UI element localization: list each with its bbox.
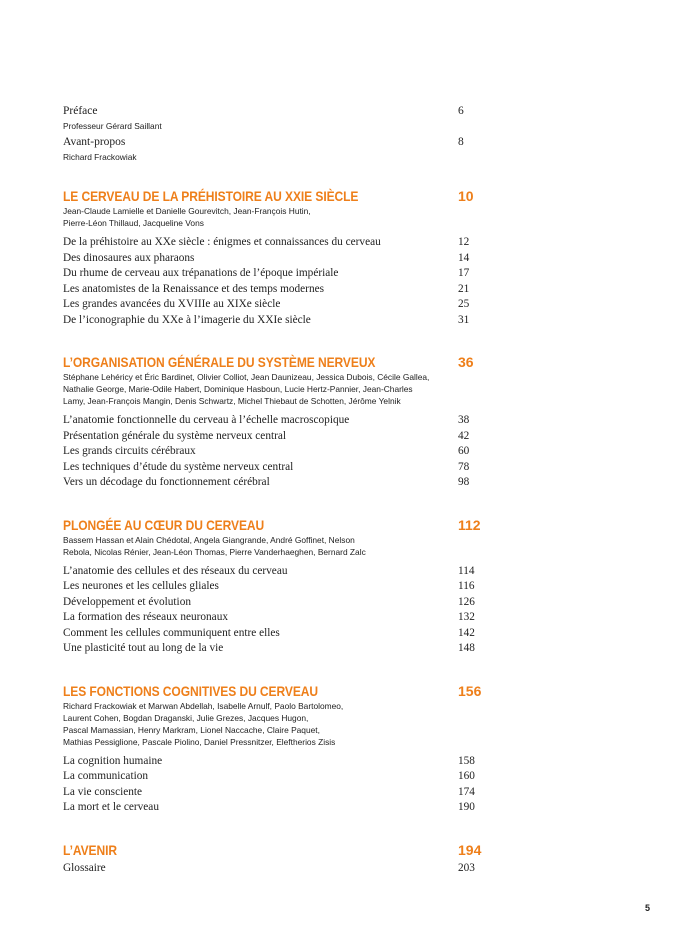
toc-item[interactable]: [63, 641, 483, 657]
authors-line: Laurent Cohen, Bogdan Draganski, Julie Grezes, Jacques Hugon,: [63, 712, 309, 723]
item-page-number: 116: [458, 580, 475, 592]
section-title[interactable]: LES FONCTIONS COGNITIVES DU CERVEAU: [63, 682, 318, 699]
authors-line: Stéphane Lehéricy et Éric Bardinet, Olivier Colliot, Jean Daunizeau, Jessica Dubois, Cécile Gallea,: [63, 372, 430, 382]
authors-line: Bassem Hassan et Alain Chédotal, Angela Giangrande, André Goffinet, Nelson: [63, 534, 355, 545]
section-items: [63, 754, 483, 816]
item-title: La cognition humaine: [63, 754, 163, 767]
toc-item[interactable]: [63, 595, 483, 611]
section-title[interactable]: L’AVENIR: [63, 841, 117, 858]
item-page-number: 78: [458, 460, 470, 473]
toc-item[interactable]: [63, 579, 483, 595]
item-title: La mort et le cerveau: [63, 801, 159, 813]
section-title[interactable]: LE CERVEAU DE LA PRÉHISTOIRE AU XXIE SIÈCLE: [63, 188, 359, 204]
item-page-number: 114: [458, 564, 475, 577]
item-page-number: 203: [458, 861, 475, 874]
item-page-number: 160: [458, 770, 475, 782]
item-page-number: 158: [458, 754, 475, 767]
toc-item[interactable]: [63, 413, 483, 429]
section-items: [63, 235, 483, 328]
section-authors: [63, 205, 483, 229]
toc-item[interactable]: [63, 444, 483, 460]
authors-line: Mathias Pessiglione, Pascale Piolino, Daniel Pressnitzer, Eleftherios Zisis: [63, 736, 336, 747]
authors-line: Lamy, Jean-François Mangin, Denis Schwartz, Michel Thiebaut de Schotten, Jérôme Yelnik: [63, 396, 401, 406]
entry-author: Richard Frackowiak: [63, 151, 137, 162]
item-title: De l’iconographie du XXe à l’imagerie du XXIe siècle: [63, 313, 311, 326]
item-page-number: 60: [458, 445, 470, 457]
item-page-number: 25: [458, 298, 470, 310]
entry-author: Professeur Gérard Saillant: [63, 120, 162, 131]
toc-item[interactable]: [63, 754, 483, 770]
toc-item[interactable]: [63, 297, 483, 313]
item-title: Les grandes avancées du XVIIIe au XIXe siècle: [63, 298, 281, 310]
authors-line: Jean-Claude Lamielle et Danielle Gourevitch, Jean-François Hutin,: [63, 206, 311, 216]
entry-title: Avant-propos: [63, 136, 126, 148]
section-authors: [63, 371, 483, 407]
item-page-number: 12: [458, 236, 470, 248]
entry-page-number: 6: [458, 105, 464, 117]
item-title: Des dinosaures aux pharaons: [63, 251, 195, 264]
table-of-contents: [63, 104, 483, 876]
toc-item[interactable]: [63, 282, 483, 298]
item-title: L’anatomie fonctionnelle du cerveau à l’échelle macroscopique: [63, 414, 350, 426]
item-title: Présentation générale du système nerveux central: [63, 429, 287, 442]
toc-item[interactable]: [63, 785, 483, 801]
item-title: La formation des réseaux neuronaux: [63, 611, 228, 623]
authors-line: Pierre-Léon Thillaud, Jacqueline Vons: [63, 218, 204, 228]
toc-item[interactable]: [63, 251, 483, 267]
toc-item[interactable]: [63, 564, 483, 580]
section-title[interactable]: PLONGÉE AU CŒUR DU CERVEAU: [63, 516, 265, 533]
toc-item[interactable]: [63, 313, 483, 329]
item-title: La vie consciente: [63, 785, 143, 798]
item-title: La communication: [63, 770, 149, 782]
section-items: [63, 564, 483, 657]
section-prehistoire: [63, 188, 483, 328]
toc-item[interactable]: [63, 769, 483, 785]
section-page-number: 36: [458, 354, 474, 370]
section-plongee: [63, 517, 483, 657]
toc-item-glossaire[interactable]: [63, 861, 483, 877]
section-fonctions-cognitives: [63, 683, 483, 816]
entry-page-number: 8: [458, 136, 464, 148]
item-page-number: 174: [458, 785, 475, 798]
page-folio: 5: [645, 903, 651, 913]
item-page-number: 21: [458, 282, 470, 295]
section-avenir: [63, 842, 483, 877]
section-page-number: 10: [458, 188, 474, 204]
item-page-number: 38: [458, 414, 470, 426]
item-page-number: 14: [458, 251, 470, 264]
entry-title: Préface: [63, 105, 98, 117]
toc-item[interactable]: [63, 475, 483, 491]
item-page-number: 31: [458, 313, 470, 326]
authors-line: Rebola, Nicolas Rénier, Jean-Léon Thomas, Pierre Vanderhaeghen, Bernard Zalc: [63, 546, 366, 557]
toc-item[interactable]: [63, 460, 483, 476]
section-page-number: 194: [458, 841, 482, 858]
item-title: Les anatomistes de la Renaissance et des temps modernes: [63, 282, 325, 295]
toc-item[interactable]: [63, 266, 483, 282]
item-page-number: 132: [458, 611, 475, 623]
authors-line: Pascal Mamassian, Henry Markram, Lionel Naccache, Claire Paquet,: [63, 724, 320, 735]
item-title: Du rhume de cerveau aux trépanations de l’époque impériale: [63, 267, 339, 279]
section-items: [63, 861, 483, 877]
item-page-number: 142: [458, 626, 475, 639]
section-title[interactable]: L’ORGANISATION GÉNÉRALE DU SYSTÈME NERVEUX: [63, 354, 376, 370]
item-page-number: 126: [458, 595, 475, 608]
toc-item[interactable]: [63, 800, 483, 816]
item-title: Les grands circuits cérébraux: [63, 445, 196, 457]
item-title: Les neurones et les cellules gliales: [63, 580, 219, 592]
authors-line: Nathalie George, Marie-Odile Habert, Dominique Hasboun, Lucie Hertz-Pannier, Jean-Charles: [63, 384, 413, 394]
item-title: Glossaire: [63, 861, 106, 874]
front-entry-preface[interactable]: [63, 104, 483, 131]
toc-item[interactable]: [63, 235, 483, 251]
item-title: Comment les cellules communiquent entre elles: [63, 626, 280, 639]
section-authors: [63, 700, 483, 748]
section-authors: [63, 534, 483, 558]
item-title: L’anatomie des cellules et des réseaux du cerveau: [63, 564, 288, 577]
front-entry-avant-propos[interactable]: [63, 135, 483, 162]
item-page-number: 148: [458, 642, 475, 654]
item-page-number: 98: [458, 476, 470, 488]
item-page-number: 42: [458, 429, 470, 442]
section-items: [63, 413, 483, 491]
item-title: Vers un décodage du fonctionnement cérébral: [63, 476, 270, 488]
toc-item[interactable]: [63, 610, 483, 626]
item-title: Une plasticité tout au long de la vie: [63, 642, 224, 654]
section-organisation: [63, 354, 483, 491]
item-title: Les techniques d’étude du système nerveux central: [63, 460, 294, 473]
toc-item[interactable]: [63, 626, 483, 642]
section-page-number: 156: [458, 682, 482, 699]
item-title: Développement et évolution: [63, 595, 191, 608]
section-page-number: 112: [458, 516, 481, 533]
authors-line: Richard Frackowiak et Marwan Abdellah, Isabelle Arnulf, Paolo Bartolomeo,: [63, 700, 344, 711]
item-title: De la préhistoire au XXe siècle : énigmes et connaissances du cerveau: [63, 236, 381, 248]
toc-item[interactable]: [63, 429, 483, 445]
item-page-number: 17: [458, 267, 470, 279]
item-page-number: 190: [458, 801, 475, 813]
